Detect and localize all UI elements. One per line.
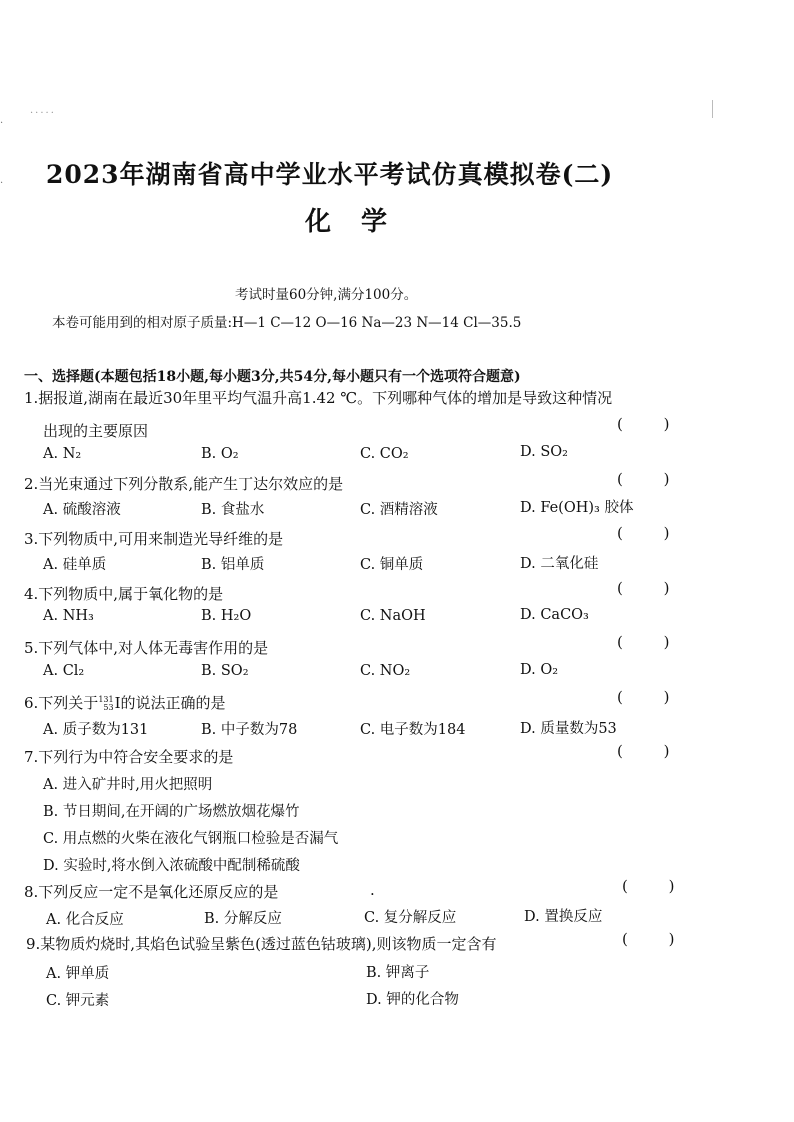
option-4d[interactable]: D. CaCO₃ xyxy=(520,607,589,623)
option-9a[interactable]: A. 钾单质 xyxy=(46,966,110,982)
atomic-masses: 本卷可能用到的相对原子质量:H—1 C—12 O—16 Na—23 N—14 Cl—35.5 xyxy=(52,315,522,331)
option-5b[interactable]: B. SO₂ xyxy=(201,663,249,679)
isotope-mass-number: 131 xyxy=(98,695,114,704)
corner-dots: ····· xyxy=(30,108,56,119)
answer-blank-6[interactable]: ( ) xyxy=(617,688,688,706)
answer-blank-7[interactable]: ( ) xyxy=(617,742,688,760)
edge-mark: · xyxy=(0,118,4,129)
section-heading: 一、选择题(本题包括18小题,每小题3分,共54分,每小题只有一个选项符合题意) xyxy=(24,369,521,385)
option-7a[interactable]: A. 进入矿井时,用火把照明 xyxy=(43,777,213,793)
question-7-stem: 7.下列行为中符合安全要求的是 xyxy=(24,748,234,766)
question-6-text-before: 6.下列关于 xyxy=(24,694,99,712)
option-8d[interactable]: D. 置换反应 xyxy=(524,909,603,925)
option-6d[interactable]: D. 质量数为53 xyxy=(520,721,617,737)
question-5-stem: 5.下列气体中,对人体无毒害作用的是 xyxy=(24,639,269,657)
option-4b[interactable]: B. H₂O xyxy=(201,608,252,624)
exam-info: 考试时量60分钟,满分100分。 xyxy=(235,287,418,303)
option-3a[interactable]: A. 硅单质 xyxy=(43,557,107,573)
question-6-text-after: 的说法正确的是 xyxy=(120,694,226,712)
isotope-notation xyxy=(98,696,113,712)
option-2d[interactable]: D. Fe(OH)₃ 胶体 xyxy=(520,500,634,516)
question-8-stem: 8.下列反应一定不是氧化还原反应的是 xyxy=(24,883,279,901)
page-title: 2023年湖南省高中学业水平考试仿真模拟卷(二) xyxy=(46,160,614,189)
option-1c[interactable]: C. CO₂ xyxy=(360,446,409,462)
option-4c[interactable]: C. NaOH xyxy=(360,608,426,624)
answer-blank-5[interactable]: ( ) xyxy=(617,633,688,651)
answer-blank-2[interactable]: ( ) xyxy=(617,470,688,488)
option-9b[interactable]: B. 钾离子 xyxy=(366,965,430,981)
option-3d[interactable]: D. 二氧化硅 xyxy=(520,556,599,572)
option-5a[interactable]: A. Cl₂ xyxy=(43,663,85,679)
option-2b[interactable]: B. 食盐水 xyxy=(201,502,265,518)
option-5d[interactable]: D. O₂ xyxy=(520,662,559,678)
option-7d[interactable]: D. 实验时,将水倒入浓硫酸中配制稀硫酸 xyxy=(43,858,300,874)
question-1-stem: 1.据报道,湖南在最近30年里平均气温升高1.42 ℃。下列哪种气体的增加是导致这种情况 xyxy=(24,389,613,407)
option-1a[interactable]: A. N₂ xyxy=(43,446,82,462)
option-3b[interactable]: B. 铝单质 xyxy=(201,557,265,573)
option-6b[interactable]: B. 中子数为78 xyxy=(201,722,298,738)
answer-blank-4[interactable]: ( ) xyxy=(617,579,688,597)
answer-blank-3[interactable]: ( ) xyxy=(617,524,688,542)
option-5c[interactable]: C. NO₂ xyxy=(360,663,411,679)
subject-title: 化学 xyxy=(305,207,418,237)
answer-blank-1[interactable]: ( ) xyxy=(617,415,688,433)
isotope-atomic-number: 53 xyxy=(103,703,114,712)
question-6-stem xyxy=(24,692,226,713)
isotope-symbol: I xyxy=(114,694,121,712)
option-1d[interactable]: D. SO₂ xyxy=(520,444,568,460)
question-4-stem: 4.下列物质中,属于氧化物的是 xyxy=(24,585,224,603)
edge-line xyxy=(712,100,713,118)
stray-dot: . xyxy=(370,881,375,899)
edge-mark: · xyxy=(0,178,4,189)
question-1-stem-cont: 出现的主要原因 xyxy=(43,422,149,440)
option-4a[interactable]: A. NH₃ xyxy=(43,608,94,624)
option-9c[interactable]: C. 钾元素 xyxy=(46,993,110,1009)
option-7b[interactable]: B. 节日期间,在开阔的广场燃放烟花爆竹 xyxy=(43,804,300,820)
option-1b[interactable]: B. O₂ xyxy=(201,446,239,462)
answer-blank-8[interactable]: ( ) xyxy=(622,877,693,895)
option-6c[interactable]: C. 电子数为184 xyxy=(360,722,466,738)
question-9-stem: 9.某物质灼烧时,其焰色试验呈紫色(透过蓝色钴玻璃),则该物质一定含有 xyxy=(26,935,497,953)
option-7c[interactable]: C. 用点燃的火柴在液化气钢瓶口检验是否漏气 xyxy=(43,831,339,847)
answer-blank-9[interactable]: ( ) xyxy=(622,930,693,948)
option-9d[interactable]: D. 钾的化合物 xyxy=(366,992,459,1008)
question-2-stem: 2.当光束通过下列分散系,能产生丁达尔效应的是 xyxy=(24,475,344,493)
question-3-stem: 3.下列物质中,可用来制造光导纤维的是 xyxy=(24,530,284,548)
option-8b[interactable]: B. 分解反应 xyxy=(204,911,282,927)
option-8c[interactable]: C. 复分解反应 xyxy=(364,910,457,926)
option-2c[interactable]: C. 酒精溶液 xyxy=(360,502,438,518)
option-8a[interactable]: A. 化合反应 xyxy=(46,912,124,928)
option-2a[interactable]: A. 硫酸溶液 xyxy=(43,502,121,518)
option-3c[interactable]: C. 铜单质 xyxy=(360,557,424,573)
option-6a[interactable]: A. 质子数为131 xyxy=(43,722,149,738)
